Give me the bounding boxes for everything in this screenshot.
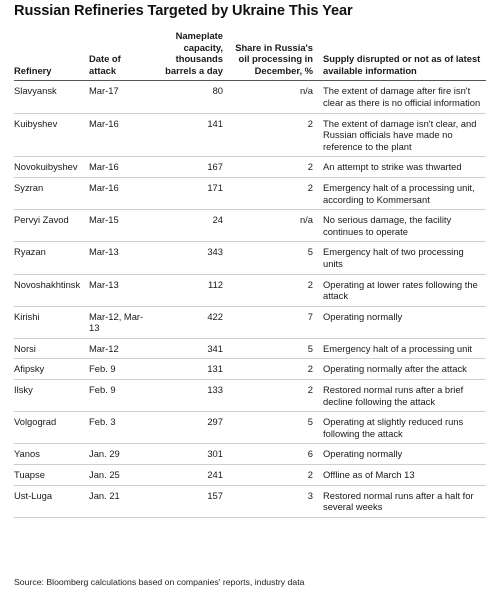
cell-refinery: Kuibyshev [14, 117, 58, 129]
cell-info: Emergency halt of two processing units [323, 246, 464, 269]
cell-capacity: 141 [207, 117, 223, 129]
cell-refinery: Slavyansk [14, 85, 57, 97]
cell-capacity: 422 [207, 310, 223, 322]
header-refinery: Refinery [14, 64, 52, 76]
cell-date: Jan. 25 [89, 469, 120, 481]
cell-info: Operating normally [323, 448, 403, 460]
cell-info: An attempt to strike was thwarted [323, 161, 462, 173]
cell-capacity: 157 [207, 489, 223, 501]
source-note: Source: Bloomberg calculations based on companies' reports, industry data [14, 577, 305, 587]
cell-refinery: Ust-Luga [14, 489, 53, 501]
cell-refinery: Ilsky [14, 384, 33, 396]
header-share: Share in Russia's oil processing in December, % [235, 41, 313, 76]
cell-share: 2 [307, 363, 313, 375]
cell-share: 2 [307, 161, 313, 173]
cell-capacity: 24 [212, 214, 223, 226]
cell-info: No serious damage, the facility continues to operate [323, 214, 452, 237]
cell-info: Operating normally [323, 310, 403, 322]
table-row [14, 412, 486, 444]
cell-share: 2 [307, 181, 313, 193]
cell-capacity: 131 [207, 363, 223, 375]
cell-date: Mar-16 [89, 161, 119, 173]
cell-share: 7 [307, 310, 313, 322]
cell-date: Feb. 3 [89, 416, 116, 428]
cell-share: 6 [307, 448, 313, 460]
cell-info: Operating at lower rates following the attack [323, 278, 478, 302]
cell-info: Offline as of March 13 [323, 469, 415, 481]
cell-refinery: Norsi [14, 342, 36, 354]
cell-info: The extent of damage after fire isn't clear as there is no official information [323, 85, 481, 108]
refinery-table [14, 30, 486, 518]
cell-info: Restored normal runs after a halt for several weeks [323, 489, 474, 513]
cell-date: Mar-17 [89, 85, 119, 97]
table-row [14, 380, 486, 412]
cell-refinery: Novokuibyshev [14, 161, 78, 173]
table-row [14, 444, 486, 465]
cell-date: Feb. 9 [89, 384, 116, 396]
table-row [14, 210, 486, 242]
cell-capacity: 167 [207, 161, 223, 173]
table-row [14, 485, 486, 517]
cell-capacity: 80 [212, 85, 223, 97]
header-info: Supply disrupted or not as of latest available information [323, 53, 481, 76]
cell-date: Feb. 9 [89, 363, 116, 375]
cell-capacity: 133 [207, 384, 223, 396]
table-row [14, 113, 486, 157]
cell-refinery: Kirishi [14, 310, 40, 322]
cell-refinery: Volgograd [14, 416, 57, 428]
cell-info: The extent of damage isn't clear, and Russian officials have made no reference to the plant [323, 117, 477, 152]
cell-capacity: 297 [207, 416, 223, 428]
cell-refinery: Tuapse [14, 469, 45, 481]
cell-share: 2 [307, 117, 313, 129]
cell-share: 2 [307, 278, 313, 290]
cell-share: 2 [307, 469, 313, 481]
cell-share: 5 [307, 342, 313, 354]
cell-date: Jan. 21 [89, 489, 120, 501]
cell-info: Emergency halt of a processing unit, according to Kommersant [323, 181, 475, 205]
table-row [14, 465, 486, 486]
table-body [14, 81, 486, 517]
cell-refinery: Novoshakhtinsk [14, 278, 81, 290]
cell-date: Mar-13 [89, 278, 119, 290]
cell-share: n/a [299, 85, 313, 97]
table-row [14, 157, 486, 178]
cell-date: Jan. 29 [89, 448, 120, 460]
cell-capacity: 241 [207, 469, 223, 481]
table-row [14, 274, 486, 306]
cell-capacity: 112 [208, 278, 223, 290]
cell-info: Emergency halt of a processing unit [323, 342, 473, 354]
table-row [14, 242, 486, 274]
cell-share: 5 [307, 416, 313, 428]
cell-date: Mar-13 [89, 246, 119, 258]
cell-capacity: 343 [207, 246, 223, 258]
cell-info: Operating at slightly reduced runs following the attack [323, 416, 464, 439]
cell-refinery: Yanos [14, 448, 40, 460]
cell-date: Mar-12 [89, 342, 119, 354]
cell-share: 5 [307, 246, 313, 258]
cell-share: 3 [307, 489, 313, 501]
cell-share: 2 [307, 384, 313, 396]
cell-info: Restored normal runs after a brief decline following the attack [323, 384, 464, 407]
table-row [14, 81, 486, 113]
cell-share: n/a [299, 214, 313, 226]
cell-refinery: Ryazan [14, 246, 46, 258]
cell-info: Operating normally after the attack [323, 363, 467, 375]
table-row [14, 306, 486, 338]
header-row [14, 30, 486, 81]
cell-date: Mar-16 [89, 117, 119, 129]
cell-date: Mar-16 [89, 181, 119, 193]
cell-capacity: 171 [207, 181, 223, 193]
cell-capacity: 301 [207, 448, 223, 460]
cell-date: Mar-15 [89, 214, 119, 226]
cell-refinery: Pervyi Zavod [14, 214, 69, 226]
header-date: Date of attack [89, 53, 121, 76]
cell-refinery: Afipsky [14, 363, 45, 375]
table-row [14, 338, 486, 359]
cell-refinery: Syzran [14, 181, 44, 193]
table-row [14, 359, 486, 380]
table-title: Russian Refineries Targeted by Ukraine This Year [14, 3, 353, 19]
cell-date: Mar-12, Mar-13 [89, 310, 144, 334]
cell-capacity: 341 [207, 342, 223, 354]
header-capacity: Nameplate capacity, thousands barrels a day [165, 30, 223, 76]
table-row [14, 177, 486, 209]
